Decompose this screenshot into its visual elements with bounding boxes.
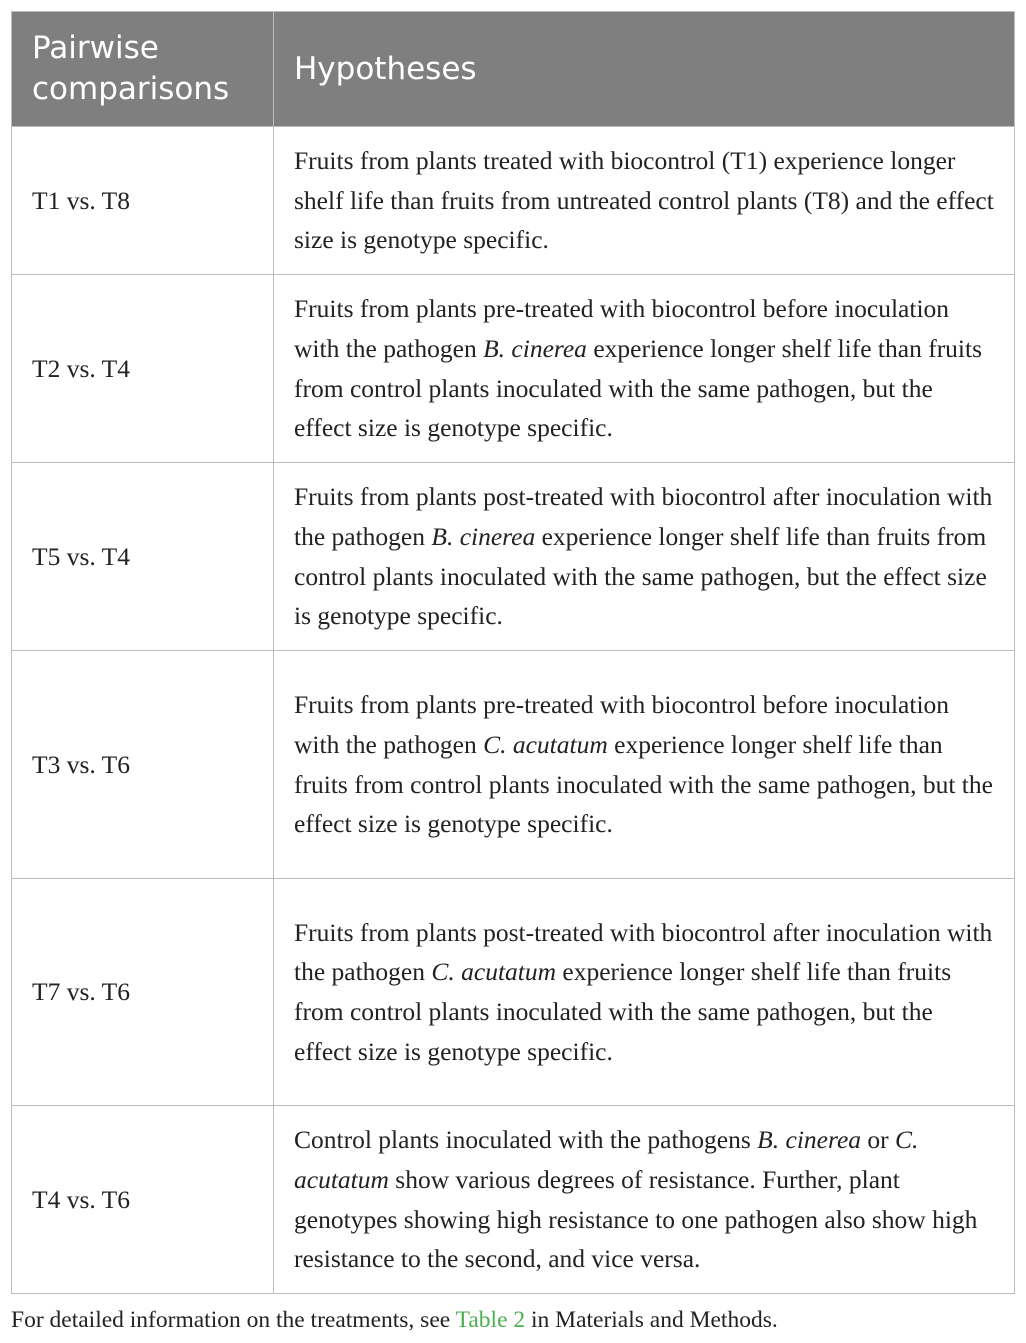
table-row — [12, 651, 1015, 879]
table-2-link[interactable]: Table 2 — [455, 1307, 526, 1333]
hypothesis-cell — [274, 651, 1015, 879]
hypothesis-cell — [274, 127, 1015, 275]
hypothesis-text: Fruits from plants pre-treated with biocontrol before inoculation with the pathogen — [294, 690, 950, 759]
hypotheses-table — [11, 11, 1015, 1294]
hypothesis-cell — [274, 1106, 1015, 1294]
species-name: B. cinerea — [757, 1125, 862, 1155]
comparison-cell: T7 vs. T6 — [12, 879, 274, 1106]
footnote-text-before: For detailed information on the treatments, see — [11, 1307, 456, 1333]
table-body — [12, 127, 1015, 1294]
header-hypotheses: Hypotheses — [274, 12, 1015, 127]
hypothesis-text: Control plants inoculated with the pathogens — [294, 1125, 758, 1155]
comparison-cell: T4 vs. T6 — [12, 1106, 274, 1294]
table-row — [12, 127, 1015, 275]
hypothesis-text: Fruits from plants post-treated with biocontrol after inoculation with the pathogen — [294, 917, 993, 987]
table-footnote — [11, 1304, 778, 1336]
hypothesis-text: or — [861, 1125, 896, 1155]
hypothesis-text: experience longer shelf life than fruits from control plants inoculated with the same pathogen, but the effect size is genotype specific. — [294, 521, 987, 631]
hypothesis-text: Fruits from plants post-treated with biocontrol after inoculation with the pathogen — [294, 482, 993, 551]
hypothesis-text: experience longer shelf life than fruits from control plants inoculated with the same pathogen, but the effect size is genotype specific. — [294, 957, 952, 1066]
comparison-cell: T3 vs. T6 — [12, 651, 274, 879]
species-name: C. acutatum — [431, 957, 557, 987]
table-row — [12, 463, 1015, 651]
hypothesis-cell — [274, 879, 1015, 1106]
hypothesis-text: Fruits from plants pre-treated with biocontrol before inoculation with the pathogen — [294, 294, 950, 363]
species-name: B. cinerea — [483, 333, 587, 363]
comparison-cell: T1 vs. T8 — [12, 127, 274, 275]
table-row — [12, 1106, 1015, 1294]
hypothesis-text: experience longer shelf life than fruits from control plants inoculated with the same pathogen, but the effect size is genotype specific. — [294, 333, 983, 443]
hypothesis-cell — [274, 463, 1015, 651]
table-header-row — [12, 12, 1015, 127]
table-row — [12, 879, 1015, 1106]
header-pairwise-comparisons: Pairwise comparisons — [12, 12, 274, 127]
footnote-text-after: in Materials and Methods. — [525, 1307, 778, 1333]
hypothesis-text: experience longer shelf life than fruits from control plants inoculated with the same pathogen, but the effect size is genotype specific. — [294, 729, 993, 839]
species-name: C. acutatum — [483, 729, 608, 759]
comparison-cell: T5 vs. T4 — [12, 463, 274, 651]
table-row — [12, 275, 1015, 463]
comparison-cell: T2 vs. T4 — [12, 275, 274, 463]
species-name: B. cinerea — [431, 521, 536, 551]
hypothesis-text: Fruits from plants treated with biocontrol (T1) experience longer shelf life than fruits from untreated control plants (T8) and the effect size is genotype specific. — [294, 146, 994, 255]
species-name: C. acutatum — [294, 1125, 919, 1194]
hypothesis-text: show various degrees of resistance. Further, plant genotypes showing high resistance to one pathogen also show high resistance to the second, and vice versa. — [294, 1164, 978, 1274]
hypothesis-cell — [274, 275, 1015, 463]
